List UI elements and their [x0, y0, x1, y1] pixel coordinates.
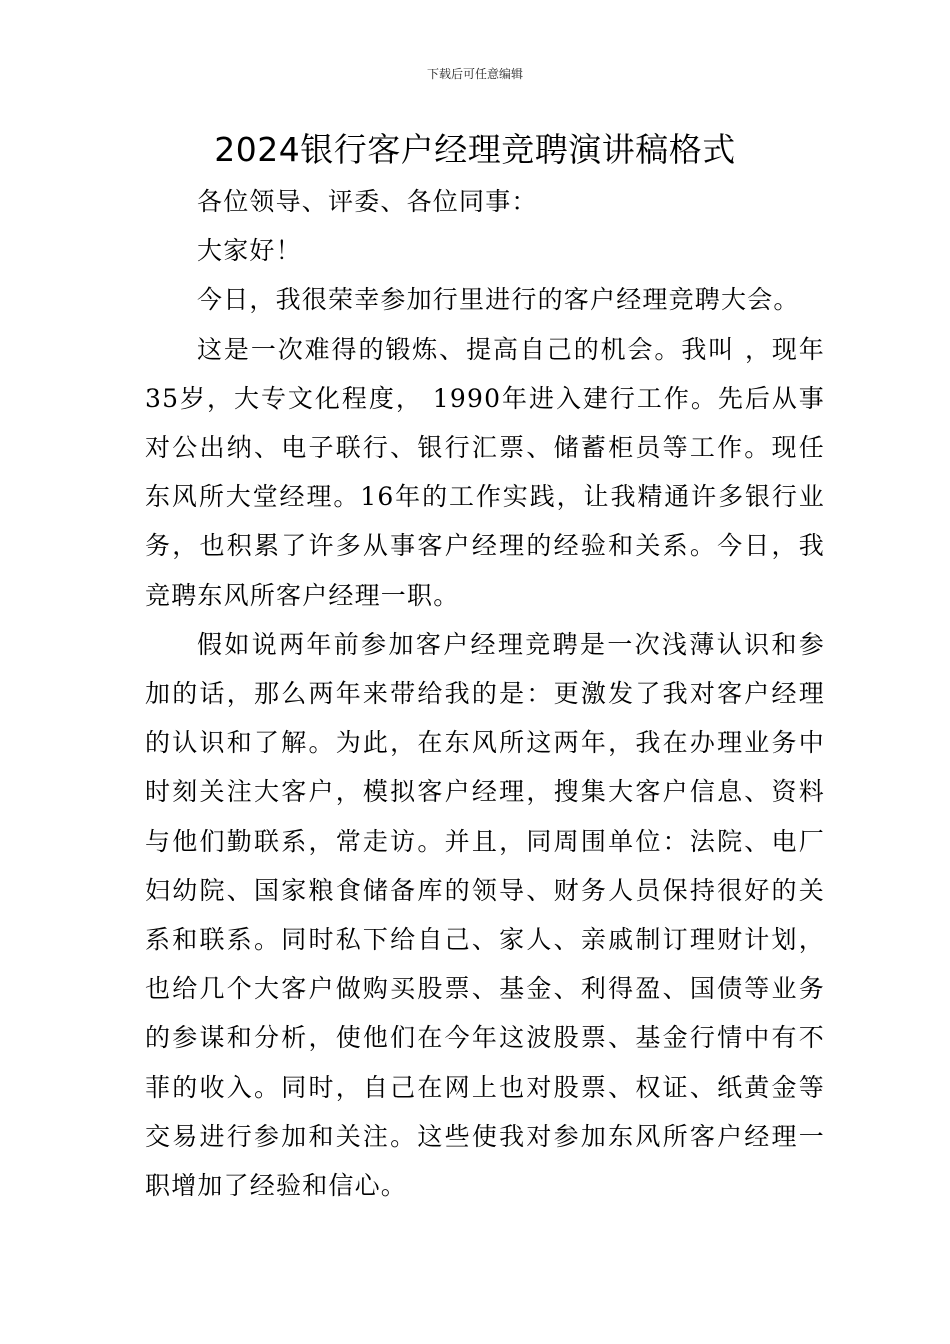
experience-paragraph: 假如说两年前参加客户经理竞聘是一次浅薄认识和参加的话，那么两年来带给我的是：更激发了我对客户经理的认识和了解。为此，在东风所这两年，我在办理业务中时刻关注大客户，模拟客户经理，搜集大客户信息、资料与他们勤联系，常走访。并且，同周围单位：法院、电厂妇幼院、国家粮食储备库的领导、财务人员保持很好的关系和联系。同时私下给自己、家人、亲戚制订理财计划，也给几个大客户做购买股票、基金、利得盈、国债等业务的参谋和分析，使他们在今年这波股票、基金行情中有不菲的收入。同时，自己在网上也对股票、权证、纸黄金等交易进行参加和关注。这些使我对参加东风所客户经理一职增加了经验和信心。	[145, 629, 825, 1201]
greeting-paragraph: 大家好！	[197, 236, 302, 266]
document-title: 2024银行客户经理竞聘演讲稿格式	[214, 130, 736, 169]
introduction-paragraph: 这是一次难得的锻炼、提高自己的机会。我叫 ，现年35岁，大专文化程度， 1990年进入建行工作。先后从事对公出纳、电子联行、银行汇票、储蓄柜员等工作。现任东风所大堂经理。16年的工作实践，让我精通许多银行业务，也积累了许多从事客户经理的经验和关系。今日，我竞聘东风所客户经理一职。	[145, 334, 825, 610]
opening-paragraph: 今日，我很荣幸参加行里进行的客户经理竞聘大会。	[197, 285, 800, 315]
page-header-note: 下载后可任意编辑	[426, 67, 523, 81]
document-body	[145, 177, 825, 1210]
salutation-paragraph: 各位领导、评委、各位同事：	[197, 187, 538, 216]
